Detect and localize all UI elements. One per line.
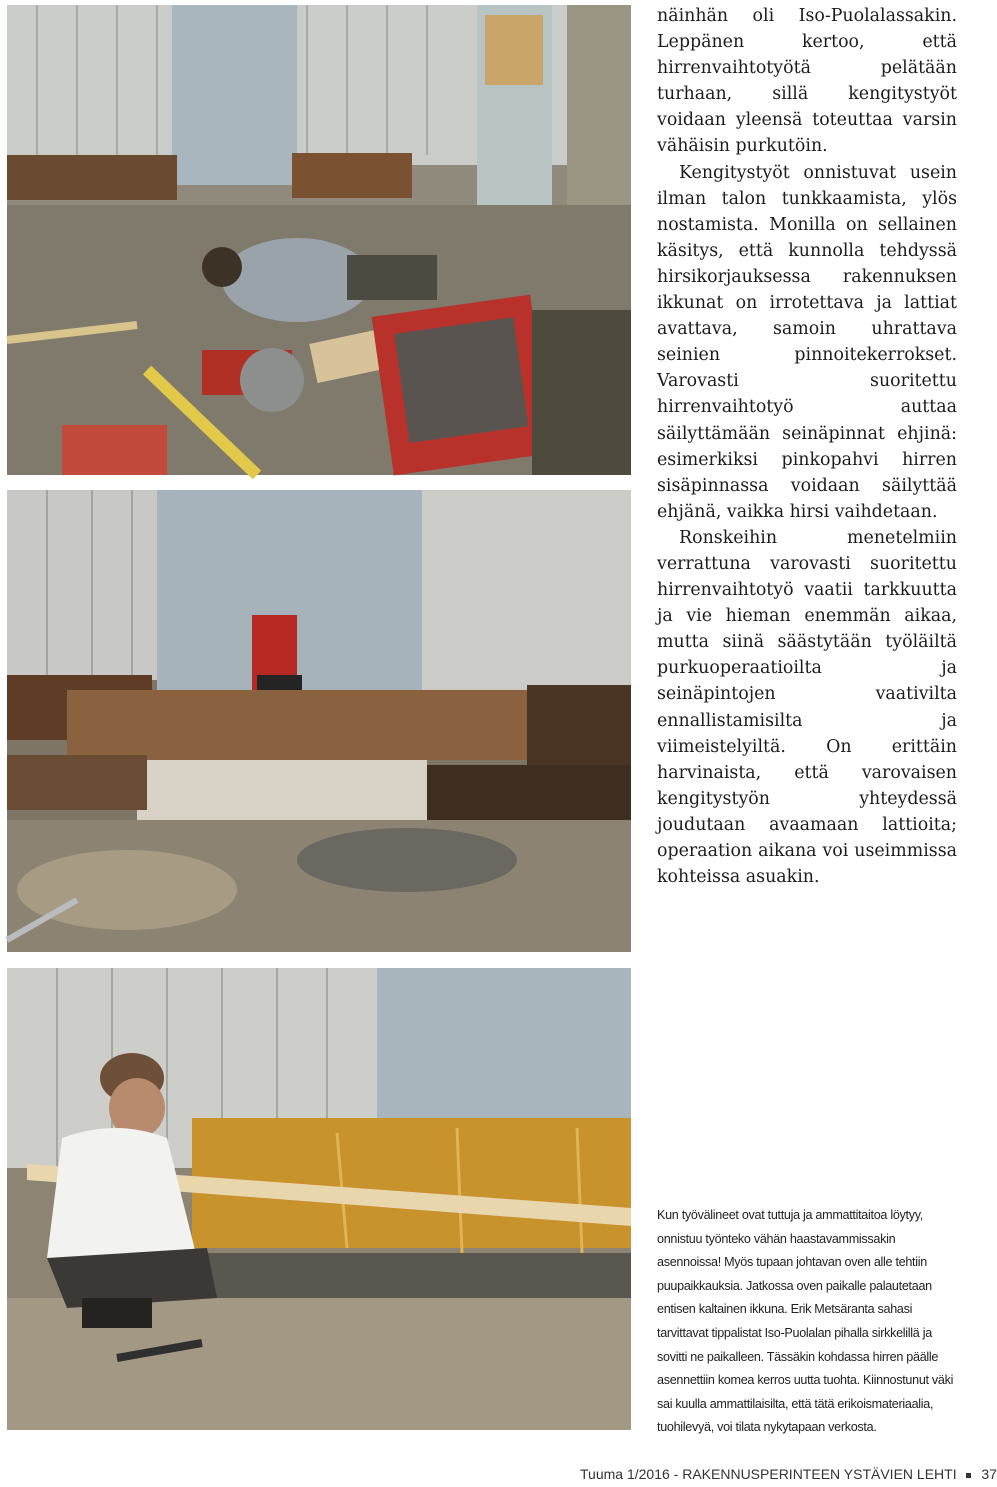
page-footer bbox=[580, 1466, 997, 1482]
article-paragraph-1: näinhän oli Iso-Puolalassakin. Leppänen kertoo, että hirrenvaihtotyötä pelätään turhaan, sillä kengitystyöt voidaan yleensä toteuttaa varsin vähäisin purkutöin. bbox=[657, 6, 957, 157]
photo-new-log-under-door bbox=[7, 490, 631, 952]
photo-worker-lying bbox=[7, 5, 631, 475]
article-body bbox=[657, 3, 957, 890]
footer-separator: - bbox=[673, 1466, 679, 1482]
article-paragraph-3: Ronskeihin menetelmiin verrattuna varovasti suoritettu hirrenvaihtotyö vaatii tarkkuutta ja vie hieman enemmän aikaa, mutta siinä säästytään työläiltä purkuoperaatioilta ja seinäpintojen vaativilta ennallistamisilta ja viimeistelyiltä. On erittäin harvinaista, että varovaisen kengitystyön yhteydessä joudutaan avaamaan lattioita; operaation aikana voi useimmissa kohteissa asuakin. bbox=[657, 527, 957, 888]
photo-worker-fitting-strip bbox=[7, 968, 631, 1430]
footer-bullet-icon bbox=[966, 1473, 971, 1478]
footer-publication: RAKENNUSPERINTEEN YSTÄVIEN LEHTI bbox=[682, 1466, 957, 1482]
photo-caption: Kun työvälineet ovat tuttuja ja ammattitaitoa löytyy, onnistuu työnteko vähän haastavammissakin asennoissa! Myös tupaan johtavan oven alle tehtiin puupaikkauksia. Jatkossa oven paikalle palautetaan entisen kaltainen ikkuna. Erik Metsäranta sahasi tarvittavat tippalistat Iso-Puolalan pihalla sirkkelillä ja sovitti ne paikalleen. Tässäkin kohdassa hirren päälle asennettiin komea kerros uutta tuohta. Kiinnostunut väki sai kuulla ammattilaisilta, että tätä erikoismateriaalia, tuohilevyä, voi tilata nykytapaan verkosta. bbox=[657, 1208, 954, 1435]
footer-issue: Tuuma 1/2016 bbox=[580, 1466, 670, 1482]
footer-page-number: 37 bbox=[981, 1466, 997, 1482]
article-paragraph-2: Kengitystyöt onnistuvat usein ilman talon tunkkaamista, ylös nostamista. Monilla on sellainen käsitys, että kunnolla tehdyssä hirsikorjauksessa rakennuksen ikkunat on irrotettava ja lattiat avattava, samoin uhrattava seinien pinnoitekerrokset. Varovasti suoritettu hirrenvaihtotyö auttaa säilyttämään seinäpinnat ehjinä: esimerkiksi pinkopahvi hirren sisäpinnassa voidaan säilyttää ehjänä, vaikka hirsi vaihdetaan. bbox=[657, 162, 957, 522]
